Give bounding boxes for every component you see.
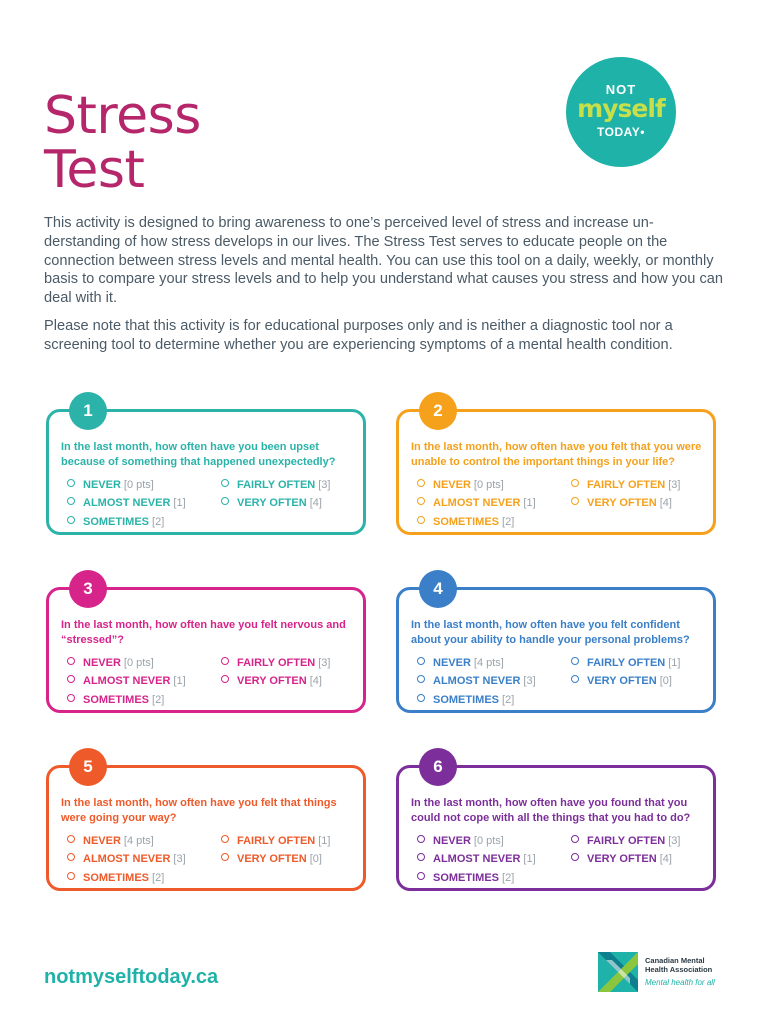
radio-circle-icon[interactable] — [221, 675, 229, 683]
question-number-badge: 5 — [69, 748, 107, 786]
option-points: [2] — [152, 516, 165, 528]
option-label: FAIRLY OFTEN — [237, 657, 316, 669]
option-label: VERY OFTEN — [587, 497, 657, 509]
radio-circle-icon[interactable] — [67, 853, 75, 861]
option-label: VERY OFTEN — [237, 853, 307, 865]
intro-paragraph-2: Please note that this activity is for educational purposes only and is neither a diagnostic tool nor a screening tool to determine whether you are experiencing symptoms of a mental health condition. — [44, 317, 673, 353]
option-label: SOMETIMES — [433, 694, 500, 706]
option-points: [3] — [668, 479, 681, 491]
answer-option[interactable] — [67, 478, 154, 492]
option-points: [3] — [668, 835, 681, 847]
option-points: [0 pts] — [123, 479, 154, 491]
question-text: In the last month, how often have you found that you could not cope with all the things that you had to do? — [411, 797, 691, 824]
cmha-mark-icon — [598, 952, 638, 992]
option-label: SOMETIMES — [83, 516, 150, 528]
answer-option[interactable] — [67, 515, 164, 529]
option-points: [2] — [502, 872, 515, 884]
radio-circle-icon[interactable] — [67, 516, 75, 524]
option-label: FAIRLY OFTEN — [587, 657, 666, 669]
option-points: [4 pts] — [473, 657, 504, 669]
option-label: FAIRLY OFTEN — [237, 835, 316, 847]
option-points: [0] — [309, 853, 322, 865]
radio-circle-icon[interactable] — [417, 835, 425, 843]
radio-circle-icon[interactable] — [67, 675, 75, 683]
option-points: [1] — [523, 497, 536, 509]
answer-option[interactable] — [417, 871, 514, 885]
question-card-5 — [46, 757, 366, 891]
question-text: In the last month, how often have you felt nervous and “stressed”? — [61, 619, 346, 646]
intro-paragraph-1: This activity is designed to bring awareness to one’s perceived level of stress and increase un-derstanding of how stress develops in our lives. The Stress Test serves to educate people on the connection between stress levels and mental health. You can use this tool on a daily, weekly, or monthly basis to compare your stress levels and to help you understand what causes you stress and how you can deal with it. — [44, 215, 723, 307]
question-text: In the last month, how often have you felt that you were unable to control the important things in your life? — [411, 441, 702, 468]
radio-circle-icon[interactable] — [221, 479, 229, 487]
radio-circle-icon[interactable] — [221, 657, 229, 665]
logo-line-2: myself — [577, 94, 665, 123]
radio-circle-icon[interactable] — [417, 497, 425, 505]
answer-option[interactable] — [67, 834, 154, 848]
radio-circle-icon[interactable] — [67, 694, 75, 702]
radio-circle-icon[interactable] — [221, 497, 229, 505]
answer-option[interactable] — [67, 674, 186, 688]
radio-circle-icon[interactable] — [571, 675, 579, 683]
question-text: In the last month, how often have you felt confident about your ability to handle your personal problems? — [411, 619, 690, 646]
cmha-name: Canadian Mental Health Association — [645, 956, 713, 974]
page-title-line-2: Test — [44, 139, 145, 200]
answer-option[interactable] — [417, 674, 536, 688]
page-title-line-1: Stress — [44, 85, 201, 146]
not-myself-today-logo — [566, 57, 676, 167]
radio-circle-icon[interactable] — [67, 497, 75, 505]
option-points: [0] — [659, 675, 672, 687]
answer-option[interactable] — [67, 656, 154, 670]
radio-circle-icon[interactable] — [221, 853, 229, 861]
answer-option[interactable] — [571, 656, 680, 670]
radio-circle-icon[interactable] — [67, 835, 75, 843]
option-points: [1] — [318, 835, 331, 847]
option-points: [4] — [309, 497, 322, 509]
question-number-badge: 4 — [419, 570, 457, 608]
answer-option[interactable] — [417, 478, 504, 492]
option-points: [4] — [659, 497, 672, 509]
radio-circle-icon[interactable] — [417, 675, 425, 683]
option-label: SOMETIMES — [83, 694, 150, 706]
option-points: [2] — [152, 872, 165, 884]
radio-circle-icon[interactable] — [417, 853, 425, 861]
option-label: NEVER — [433, 657, 471, 669]
radio-circle-icon[interactable] — [571, 479, 579, 487]
answer-option[interactable] — [67, 871, 164, 885]
footer-website-link[interactable]: notmyselftoday.ca — [44, 966, 219, 988]
option-points: [3] — [318, 657, 331, 669]
question-text: In the last month, how often have you felt that things were going your way? — [61, 797, 337, 824]
answer-option[interactable] — [67, 693, 164, 707]
answer-option[interactable] — [221, 852, 322, 866]
radio-circle-icon[interactable] — [417, 657, 425, 665]
answer-option[interactable] — [571, 496, 672, 510]
option-points: [3] — [523, 675, 536, 687]
option-label: ALMOST NEVER — [83, 853, 171, 865]
option-label: NEVER — [433, 479, 471, 491]
radio-circle-icon[interactable] — [571, 657, 579, 665]
question-card-4 — [396, 579, 716, 713]
radio-circle-icon[interactable] — [417, 694, 425, 702]
option-label: VERY OFTEN — [237, 675, 307, 687]
question-card-3 — [46, 579, 366, 713]
option-points: [0 pts] — [473, 835, 504, 847]
option-points: [0 pts] — [473, 479, 504, 491]
logo-line-1: NOT — [605, 82, 637, 97]
option-points: [4] — [309, 675, 322, 687]
question-number-badge: 2 — [419, 392, 457, 430]
answer-option[interactable] — [417, 852, 536, 866]
option-label: ALMOST NEVER — [83, 497, 171, 509]
option-label: VERY OFTEN — [587, 853, 657, 865]
option-label: ALMOST NEVER — [83, 675, 171, 687]
answer-option[interactable] — [221, 478, 330, 492]
option-label: SOMETIMES — [433, 516, 500, 528]
answer-option[interactable] — [571, 478, 680, 492]
answer-option[interactable] — [221, 656, 330, 670]
option-points: [3] — [173, 853, 186, 865]
answer-option[interactable] — [67, 852, 186, 866]
option-points: [1] — [668, 657, 681, 669]
radio-circle-icon[interactable] — [67, 657, 75, 665]
question-card-6 — [396, 757, 716, 891]
answer-option[interactable] — [417, 496, 536, 510]
question-card-2 — [396, 401, 716, 535]
option-points: [1] — [523, 853, 536, 865]
option-label: ALMOST NEVER — [433, 497, 521, 509]
cmha-tagline: Mental health for all — [645, 978, 715, 987]
radio-circle-icon[interactable] — [417, 479, 425, 487]
option-label: VERY OFTEN — [587, 675, 657, 687]
answer-option[interactable] — [571, 852, 672, 866]
option-points: [2] — [502, 694, 515, 706]
answer-option[interactable] — [221, 834, 330, 848]
option-label: NEVER — [83, 479, 121, 491]
answer-option[interactable] — [571, 834, 680, 848]
radio-circle-icon[interactable] — [571, 497, 579, 505]
option-points: [1] — [173, 675, 186, 687]
question-card-1 — [46, 401, 366, 535]
radio-circle-icon[interactable] — [571, 835, 579, 843]
option-points: [4] — [659, 853, 672, 865]
option-label: ALMOST NEVER — [433, 853, 521, 865]
radio-circle-icon[interactable] — [67, 872, 75, 880]
radio-circle-icon[interactable] — [67, 479, 75, 487]
answer-option[interactable] — [417, 834, 504, 848]
page-title — [44, 85, 201, 200]
answer-option[interactable] — [221, 674, 322, 688]
answer-option[interactable] — [221, 496, 322, 510]
radio-circle-icon[interactable] — [221, 835, 229, 843]
option-points: [1] — [173, 497, 186, 509]
question-number-badge: 1 — [69, 392, 107, 430]
radio-circle-icon[interactable] — [571, 853, 579, 861]
answer-option[interactable] — [417, 656, 504, 670]
option-label: FAIRLY OFTEN — [587, 835, 666, 847]
radio-circle-icon[interactable] — [417, 516, 425, 524]
option-label: SOMETIMES — [83, 872, 150, 884]
option-label: NEVER — [83, 835, 121, 847]
option-label: FAIRLY OFTEN — [237, 479, 316, 491]
cmha-logo — [598, 952, 738, 996]
intro-text — [44, 214, 724, 364]
answer-option[interactable] — [67, 496, 186, 510]
question-text: In the last month, how often have you been upset because of something that happened unexpectedly? — [61, 441, 336, 468]
question-number-badge: 6 — [419, 748, 457, 786]
option-points: [0 pts] — [123, 657, 154, 669]
option-points: [4 pts] — [123, 835, 154, 847]
radio-circle-icon[interactable] — [417, 872, 425, 880]
option-points: [3] — [318, 479, 331, 491]
option-label: NEVER — [433, 835, 471, 847]
option-label: NEVER — [83, 657, 121, 669]
answer-option[interactable] — [417, 515, 514, 529]
option-label: FAIRLY OFTEN — [587, 479, 666, 491]
option-label: VERY OFTEN — [237, 497, 307, 509]
option-points: [2] — [502, 516, 515, 528]
answer-option[interactable] — [417, 693, 514, 707]
question-number-badge: 3 — [69, 570, 107, 608]
logo-line-3: TODAY• — [597, 125, 645, 139]
answer-option[interactable] — [571, 674, 672, 688]
option-label: ALMOST NEVER — [433, 675, 521, 687]
option-label: SOMETIMES — [433, 872, 500, 884]
option-points: [2] — [152, 694, 165, 706]
